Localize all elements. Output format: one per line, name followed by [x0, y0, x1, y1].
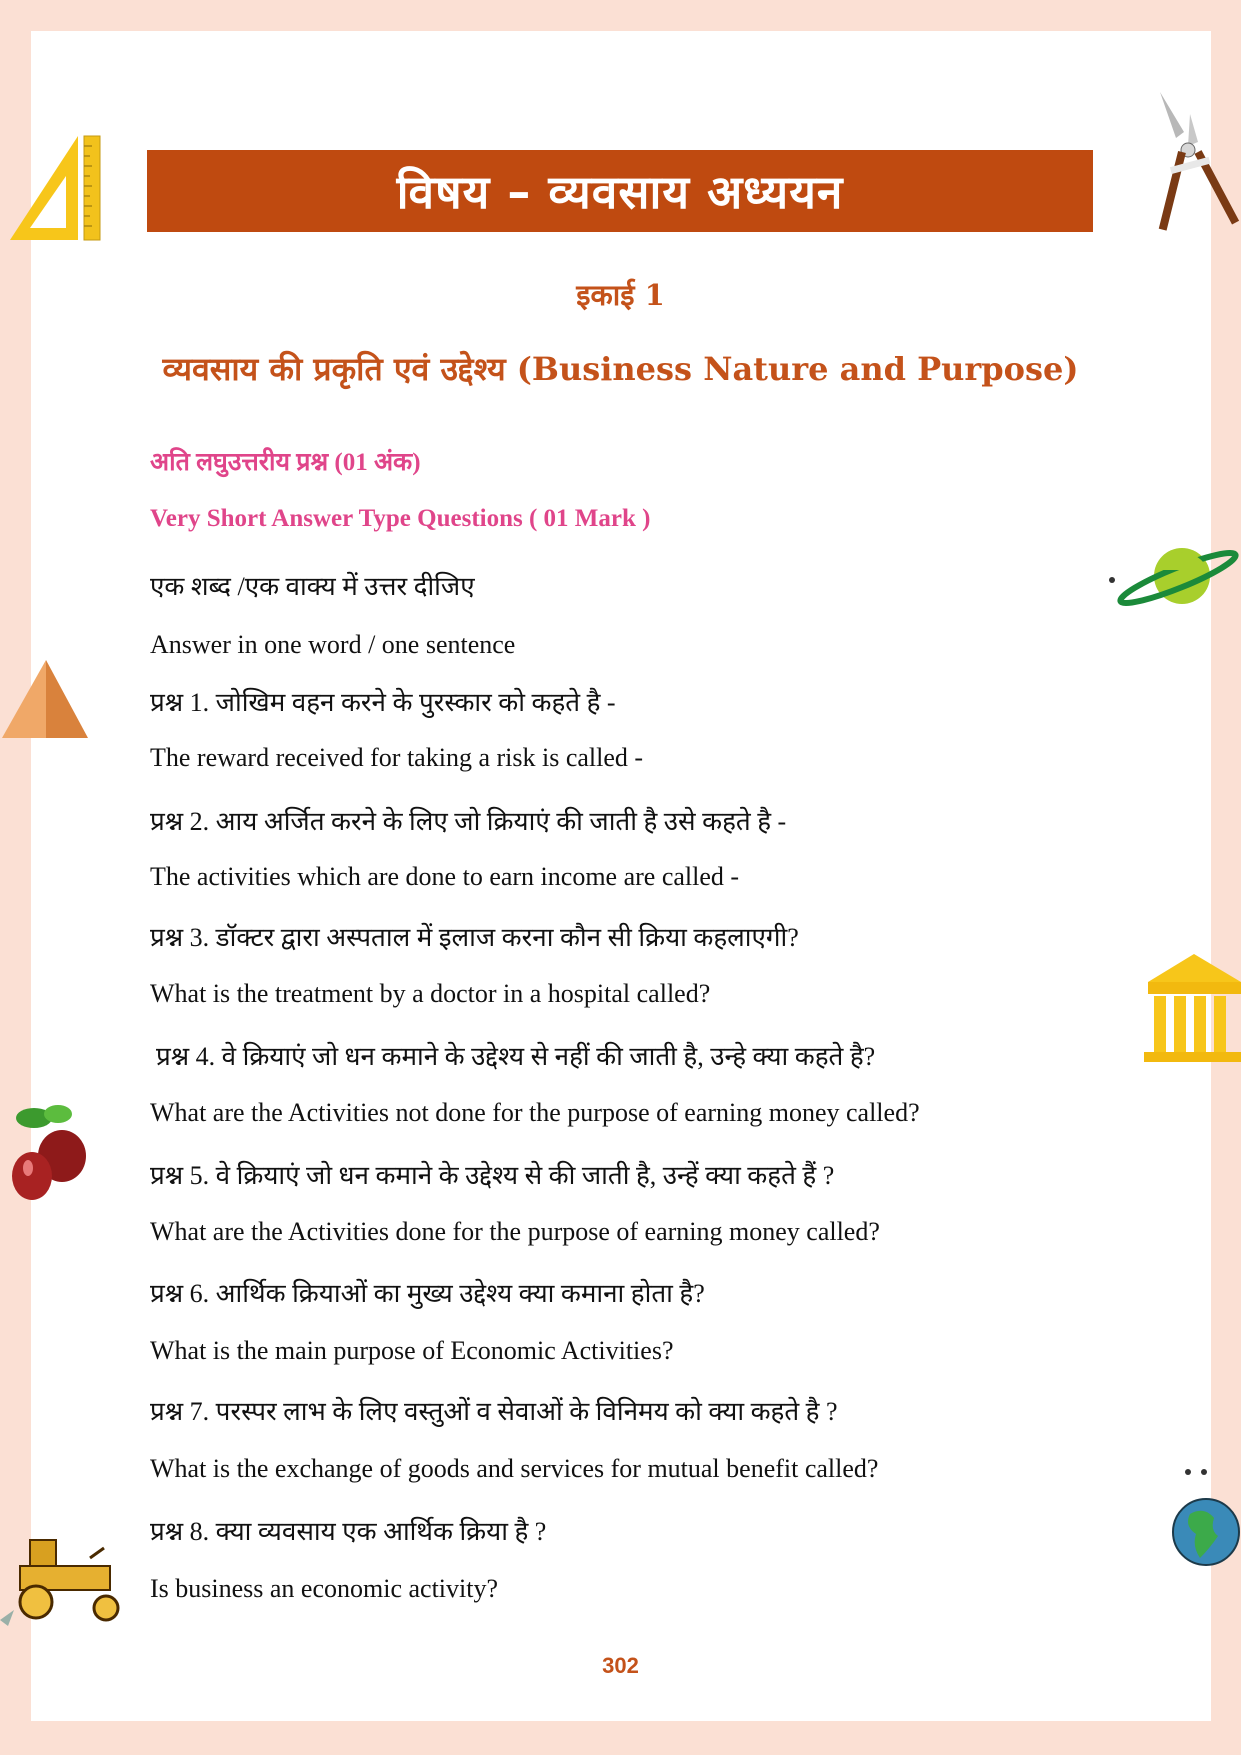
page-number: 302 — [602, 1653, 639, 1678]
steam-car-icon — [0, 1530, 128, 1630]
question-4-hindi: प्रश्न 4. वे क्रियाएं जो धन कमाने के उद्देश्य से नहीं की जाती है, उन्हे क्या कहते है? — [156, 1042, 876, 1071]
instruction-hindi: एक शब्द /एक वाक्य में उत्तर दीजिए — [150, 572, 475, 601]
question-6-hindi: प्रश्न 6. आर्थिक क्रियाओं का मुख्य उद्देश्य क्या कमाना होता है? — [150, 1279, 705, 1308]
question-5-hindi: प्रश्न 5. वे क्रियाएं जो धन कमाने के उद्देश्य से की जाती है, उन्हें क्या कहते हैं ? — [150, 1161, 835, 1190]
planet-icon — [1108, 540, 1241, 615]
question-4-english: What are the Activities not done for the purpose of earning money called? — [150, 1098, 920, 1127]
chapter-title: व्यवसाय की प्रकृति एवं उद्देश्य (Business Nature and Purpose) — [162, 350, 1079, 388]
question-1-hindi: प्रश्न 1. जोखिम वहन करने के पुरस्कार को कहते है - — [150, 688, 616, 717]
question-2-english: The activities which are done to earn income are called - — [150, 862, 740, 891]
question-2-hindi: प्रश्न 2. आय अर्जित करने के लिए जो क्रियाएं की जाती है उसे कहते है - — [150, 807, 787, 836]
pruning-shears-icon — [1150, 92, 1240, 242]
subject-title: विषय – व्यवसाय अध्ययन — [396, 165, 844, 219]
question-7-english: What is the exchange of goods and services for mutual benefit called? — [150, 1454, 879, 1483]
question-8-hindi: प्रश्न 8. क्या व्यवसाय एक आर्थिक क्रिया है ? — [150, 1517, 547, 1546]
classical-building-icon — [1140, 952, 1241, 1064]
question-5-english: What are the Activities done for the purpose of earning money called? — [150, 1217, 880, 1246]
set-square-ruler-icon — [6, 132, 104, 244]
subject-title-banner — [147, 150, 1093, 232]
fruit-icon — [4, 1096, 90, 1208]
question-8-english: Is business an economic activity? — [150, 1574, 499, 1603]
pyramid-icon — [2, 656, 88, 742]
section-heading-hindi: अति लघुउत्तरीय प्रश्न (01 अंक) — [150, 449, 421, 476]
question-6-english: What is the main purpose of Economic Activities? — [150, 1336, 674, 1365]
instruction-english: Answer in one word / one sentence — [150, 630, 516, 659]
question-1-english: The reward received for taking a risk is called - — [150, 743, 644, 772]
question-3-english: What is the treatment by a doctor in a hospital called? — [150, 979, 711, 1008]
question-7-hindi: प्रश्न 7. परस्पर लाभ के लिए वस्तुओं व सेवाओं के विनिमय को क्या कहते है ? — [150, 1397, 838, 1426]
section-heading-english: Very Short Answer Type Questions ( 01 Mark ) — [150, 505, 651, 532]
unit-heading: इकाई 1 — [576, 278, 665, 312]
globe-icon — [1170, 1466, 1241, 1572]
question-3-hindi: प्रश्न 3. डॉक्टर द्वारा अस्पताल में इलाज करना कौन सी क्रिया कहलाएगी? — [150, 923, 799, 952]
